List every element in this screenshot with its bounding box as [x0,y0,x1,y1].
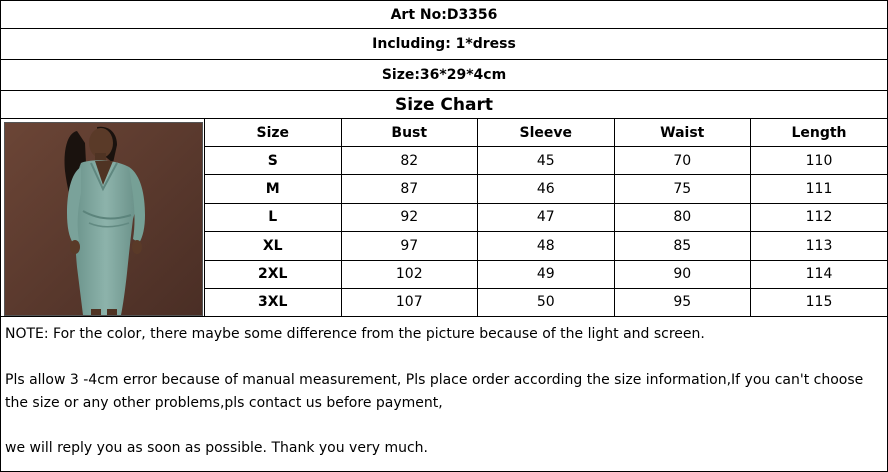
table-row [205,203,888,231]
table-row [205,288,888,316]
waist-cell: 85 [614,232,751,260]
sleeve-cell: 48 [478,232,615,260]
size-chart-area [1,118,887,317]
art-number: Art No:D3356 [1,1,887,29]
table-row [205,232,888,260]
size-cell: XL [205,232,342,260]
bust-cell: 82 [341,147,478,175]
color-note: NOTE: For the color, there maybe some difference from the picture because of the light and screen. [5,326,705,342]
length-cell: 112 [751,203,888,231]
table-row [205,147,888,175]
size-cell: L [205,203,342,231]
package-size: Size:36*29*4cm [1,60,887,91]
sleeve-cell: 47 [478,203,615,231]
sleeve-cell: 49 [478,260,615,288]
waist-cell: 70 [614,147,751,175]
column-header-bust: Bust [341,119,478,147]
bust-cell: 102 [341,260,478,288]
waist-cell: 90 [614,260,751,288]
length-cell: 113 [751,232,888,260]
size-cell: 3XL [205,288,342,316]
bust-cell: 87 [341,175,478,203]
including-line: Including: 1*dress [1,29,887,60]
size-cell: 2XL [205,260,342,288]
size-table [204,119,887,316]
column-header-length: Length [751,119,888,147]
column-header-waist: Waist [614,119,751,147]
length-cell: 114 [751,260,888,288]
size-cell: M [205,175,342,203]
bust-cell: 97 [341,232,478,260]
table-header-row [205,119,888,147]
length-cell: 111 [751,175,888,203]
chart-title: Size Chart [395,94,493,115]
waist-cell: 75 [614,175,751,203]
sleeve-cell: 45 [478,147,615,175]
product-photo [4,122,203,316]
length-cell: 110 [751,147,888,175]
length-cell: 115 [751,288,888,316]
sleeve-cell: 50 [478,288,615,316]
waist-cell: 80 [614,203,751,231]
bust-cell: 92 [341,203,478,231]
model-in-dress-image [5,123,202,315]
table-row [205,175,888,203]
column-header-sleeve: Sleeve [478,119,615,147]
waist-cell: 95 [614,288,751,316]
measurement-note: Pls allow 3 -4cm error because of manual measurement, Pls place order according the size information,If you can't choose the size or any other problems,pls contact us before payment, [5,372,864,411]
bust-cell: 107 [341,288,478,316]
table-row [205,260,888,288]
reply-note: we will reply you as soon as possible. Thank you very much. [5,440,428,456]
sleeve-cell: 46 [478,175,615,203]
column-header-size: Size [205,119,342,147]
size-cell: S [205,147,342,175]
